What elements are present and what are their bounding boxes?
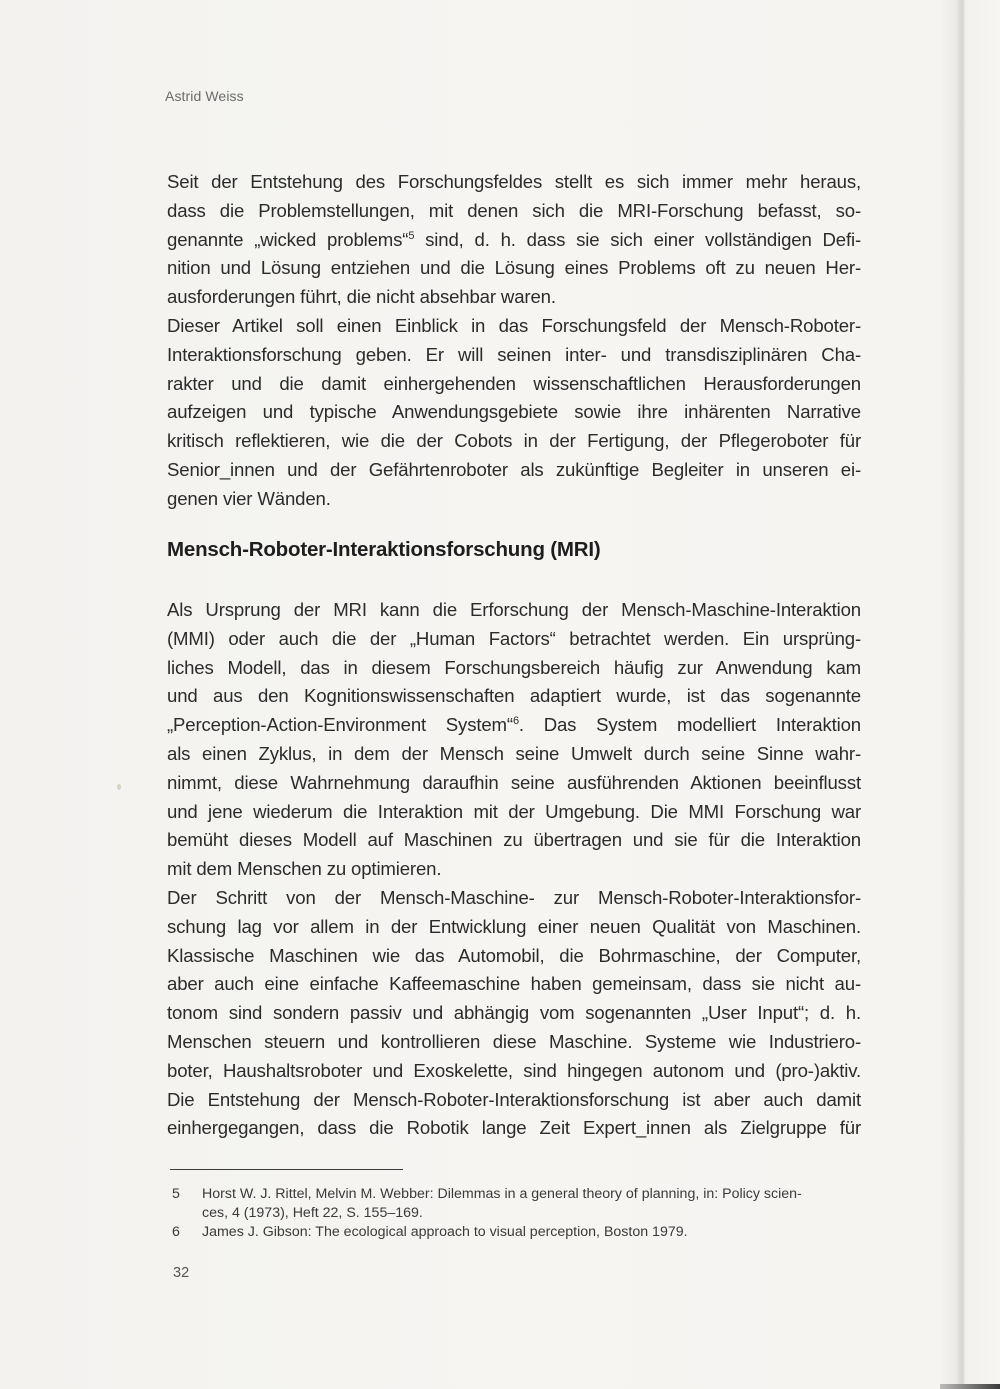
text-line: (MMI) oder auch die der „Human Factors“ betrachtet werden. Ein ursprüng- xyxy=(167,627,861,649)
footnotes xyxy=(172,1185,864,1242)
text-line: Klassische Maschinen wie das Automobil, die Bohrmaschine, der Computer, xyxy=(167,944,861,966)
text-line: liches Modell, das in diesem Forschungsbereich häufig zur Anwendung kam xyxy=(167,656,861,678)
text-line: ausforderungen führt, die nicht absehbar waren. xyxy=(167,286,556,308)
text-line: als einen Zyklus, in dem der Mensch seine Umwelt durch seine Sinne wahr- xyxy=(167,742,861,764)
section-paragraphs xyxy=(167,596,861,1143)
text-line: rakter und die damit einhergehenden wissenschaftlichen Herausforderungen xyxy=(167,372,861,394)
text-line: aufzeigen und typische Anwendungsgebiete sowie ihre inhärenten Narrative xyxy=(167,401,861,423)
scan-speck xyxy=(117,784,121,790)
text-line: Senior_innen und der Gefährtenroboter als zukünftige Begleiter in unseren ei- xyxy=(167,458,861,480)
text-line: nition und Lösung entziehen und die Lösung eines Problems oft zu neuen Her- xyxy=(167,257,861,279)
scan-edge-shadow xyxy=(940,1384,1000,1389)
text-line: Die Entstehung der Mensch-Roboter-Interaktionsforschung ist aber auch damit xyxy=(167,1088,861,1110)
running-head-author: Astrid Weiss xyxy=(165,88,244,104)
text-line: und aus den Kognitionswissenschaften adaptiert wurde, ist das sogenannte xyxy=(167,685,861,707)
text-line: aber auch eine einfache Kaffeemaschine haben gemeinsam, dass sie nicht au- xyxy=(167,973,861,995)
footnote-ref-6: 6 xyxy=(512,715,519,728)
footnote-separator xyxy=(170,1169,403,1170)
text-line: und jene wiederum die Interaktion mit der Umgebung. Die MMI Forschung war xyxy=(167,800,861,822)
footnote-number: 5 xyxy=(172,1186,180,1202)
footnote-5 xyxy=(172,1185,864,1223)
text-line: kritisch reflektieren, wie die der Cobots in der Fertigung, der Pflegeroboter für xyxy=(167,430,861,452)
footnote-text: ces, 4 (1973), Heft 22, S. 155–169. xyxy=(202,1205,423,1221)
text-line: genannte „wicked problems“$^5$ sind, d. h. dass sie sich einer vollständigen Defi- xyxy=(167,228,861,250)
footnote-ref-5: 5 xyxy=(408,229,415,242)
text-line: dass die Problemstellungen, mit denen sich die MRI-Forschung befasst, so- xyxy=(167,199,861,221)
text-line: Als Ursprung der MRI kann die Erforschung der Mensch-Maschine-Interaktion xyxy=(167,599,861,620)
text-line: Dieser Artikel soll einen Einblick in das Forschungsfeld der Mensch-Roboter- xyxy=(167,314,861,336)
text-line: einhergegangen, dass die Robotik lange Zeit Expert_innen als Zielgruppe für xyxy=(167,1117,861,1139)
text-line: Interaktionsforschung geben. Er will seinen inter- und transdisziplinären Cha- xyxy=(167,343,861,365)
footnote-number: 6 xyxy=(172,1224,180,1240)
text-line: boter, Haushaltsroboter und Exoskelette, sind hingegen autonom und (pro-)aktiv. xyxy=(167,1059,861,1081)
footnote-text: Horst W. J. Rittel, Melvin M. Webber: Dilemmas in a general theory of planning, in: Policy scien- xyxy=(202,1186,802,1202)
page-number: 32 xyxy=(173,1265,190,1281)
intro-paragraphs xyxy=(167,168,861,514)
text-line: tonom sind sondern passiv und abhängig vom sogenannten „User Input“; d. h. xyxy=(167,1002,861,1024)
text-line: „Perception-Action-Environment System“$^6$. Das System modelliert Interaktion xyxy=(167,714,861,736)
footnote-6 xyxy=(172,1223,864,1242)
section-heading: Mensch-Roboter-Interaktionsforschung (MRI) xyxy=(167,538,601,561)
text-line: Menschen steuern und kontrollieren diese Maschine. Systeme wie Industriero- xyxy=(167,1030,861,1052)
text-line: nimmt, diese Wahrnehmung daraufhin seine ausführenden Aktionen beeinflusst xyxy=(167,771,861,793)
text-line: mit dem Menschen zu optimieren. xyxy=(167,858,442,880)
text-line: bemüht dieses Modell auf Maschinen zu übertragen und sie für die Interaktion xyxy=(167,829,861,851)
footnote-text: James J. Gibson: The ecological approach to visual perception, Boston 1979. xyxy=(202,1224,688,1240)
text-line: genen vier Wänden. xyxy=(167,487,331,509)
text-line: Seit der Entstehung des Forschungsfeldes stellt es sich immer mehr heraus, xyxy=(167,171,861,192)
text-line: Der Schritt von der Mensch-Maschine- zur Mensch-Roboter-Interaktionsfor- xyxy=(167,886,861,908)
text-line: schung lag vor allem in der Entwicklung einer neuen Qualität von Maschinen. xyxy=(167,915,861,937)
